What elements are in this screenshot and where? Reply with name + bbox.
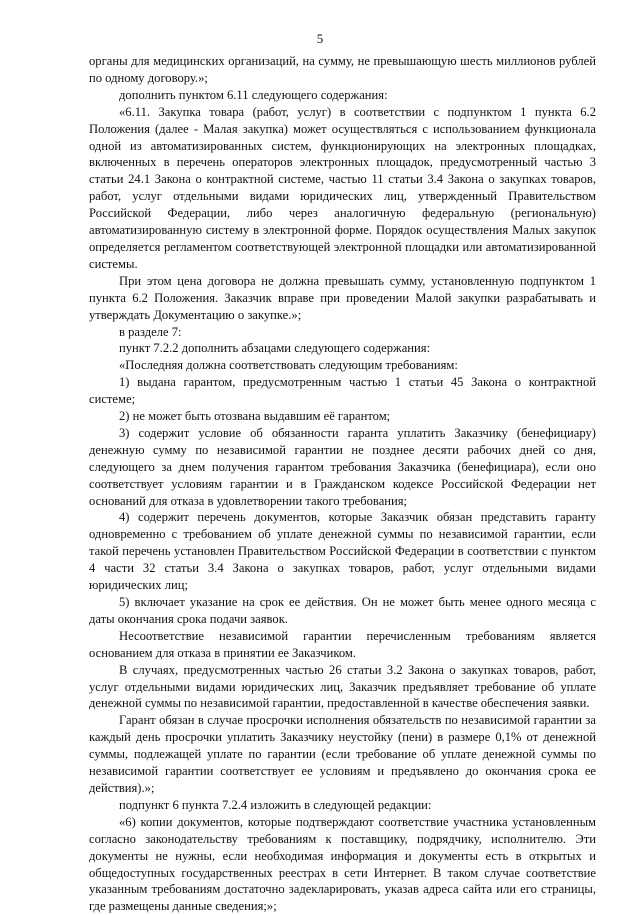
list-item: 5) включает указание на срок ее действия. Он не может быть менее одного месяца с даты окончания срока подачи заявок. (89, 595, 596, 626)
paragraph: В случаях, предусмотренных частью 26 статьи 3.2 Закона о закупках товаров, работ, услуг отдельными видами юридических лиц, Заказчик предъявляет требование об уплате денежной суммы по независимой гарантии, предоставленной в качестве обеспечения заявки. (89, 662, 596, 711)
paragraph: Несоответствие независимой гарантии перечисленным требованиям является основанием для отказа в принятии ее Заказчиком. (89, 628, 596, 660)
paragraph-continuation: органы для медицинских организаций, на сумму, не превышающую шесть миллионов рублей по одному договору.»; (89, 54, 596, 85)
page-number: 5 (316, 31, 324, 46)
document-body (89, 53, 596, 915)
list-item: 1) выдана гарантом, предусмотренным частью 1 статьи 45 Закона о контрактной системе; (89, 375, 596, 407)
paragraph: При этом цена договора не должна превышать сумму, установленную подпунктом 1 пункта 6.2 Положения. Заказчик вправе при проведении Малой закупки разрабатывать и утверждать Документацию о закупке.»; (89, 273, 596, 322)
paragraph: дополнить пунктом 6.11 следующего содержания: (119, 87, 388, 102)
paragraph: Гарант обязан в случае просрочки исполнения обязательств по независимой гарантии за каждый день просрочки уплатить Заказчику неустойку (пени) в размере 0,1% от денежной суммы, подлежащей уплате по гарантии (если требование об уплате денежной суммы по независимой гарантии соответствует ее условиям и предъявлено до окончания срока ее действия).»; (89, 713, 596, 795)
list-item: 3) содержит условие об обязанности гаранта уплатить Заказчику (бенефициару) денежную сумму по независимой гарантии не позднее десяти рабочих дней со дня, следующего за днем получения гарантом требования Заказчика (бенефициара), если оно соответствует условиям гарантии и в Гражданском кодексе Российской Федерации нет оснований для отказа в удовлетворении такого требования; (89, 425, 596, 508)
paragraph: «6.11. Закупка товара (работ, услуг) в соответствии с подпунктом 1 пункта 6.2 Положения (далее - Малая закупка) может осуществляться с использованием функционала одной из автоматизированных систем, функционирующих на электронных площадках, включенных в перечень операторов электронных площадок, предусмотренный частью 3 статьи 24.1 Закона о контрактной системе, частью 11 статьи 3.4 Закона о закупках товаров, работ, услуг отдельными видами юридических лиц, утвержденный Правительством Российской Федерации, либо через аналогичную федеральную (региональную) автоматизированную систему в электронной форме. Порядок осуществления Малых закупок определяется регламентом соответствующей электронной площадки или автоматизированной системы. (89, 104, 596, 271)
paragraph: пункт 7.2.2 дополнить абзацами следующего содержания: (119, 341, 431, 356)
list-item: 4) содержит перечень документов, которые Заказчик обязан представить гаранту одновременно с требованием об уплате денежной суммы по независимой гарантии, если такой перечень установлен Правительством Российской Федерации в соответствии с пунктом 4 части 32 статьи 3.4 Закона о закупках товаров, работ, услуг отдельными видами юридических лиц; (89, 510, 596, 593)
paragraph: подпункт 6 пункта 7.2.4 изложить в следующей редакции: (119, 797, 432, 812)
paragraph: в разделе 7: (119, 324, 182, 339)
paragraph: «Последняя должна соответствовать следующим требованиям: (119, 358, 458, 373)
paragraph: «6) копии документов, которые подтверждают соответствие участника установленным согласно законодательству требованиям к поставщику, подрядчику, исполнителю. Эти документы не нужны, если необходимая информация и документы есть в открытых и общедоступных государственных реестрах в сети Интернет. В таком случае соответствие указанным требованиям достаточно задекларировать, указав адреса сайта или его страницы, где размещены данные сведения;»; (89, 814, 596, 914)
list-item: 2) не может быть отозвана выдавшим её гарантом; (119, 409, 391, 424)
